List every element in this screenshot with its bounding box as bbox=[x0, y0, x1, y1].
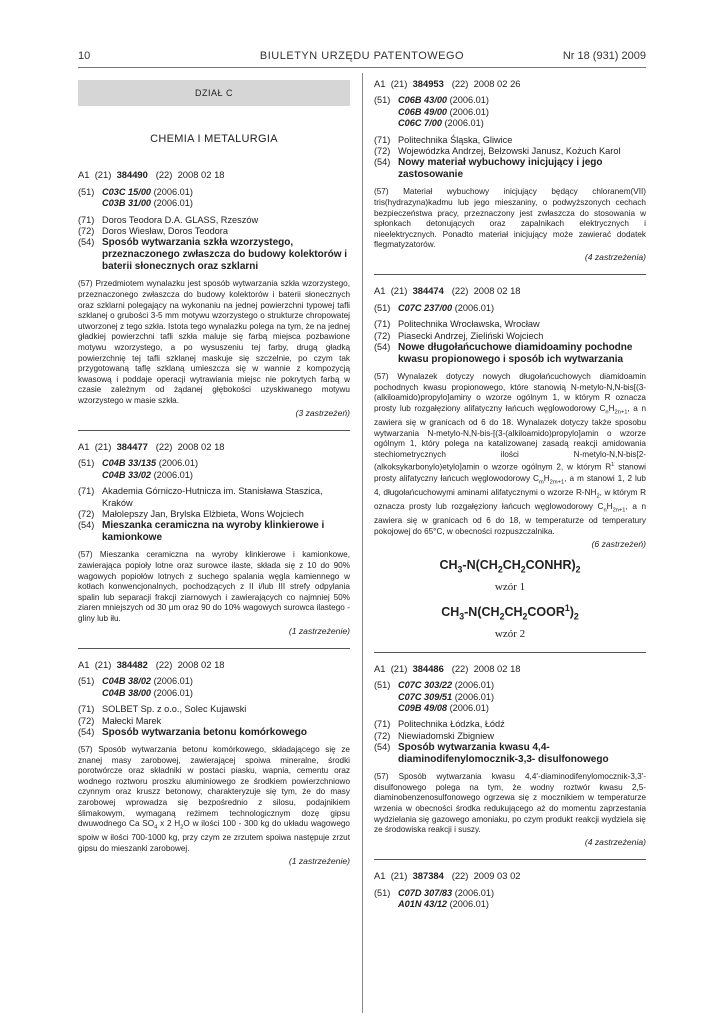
abstract: (57) Sposób wytwarzania kwasu 4,4'-diaminodifenylomocznik-3,3'-disulfonowego polega na tym, że wodny roztwór kwasu 2,5-diaminobenzenosulfonowego ogrzewa się z mocznikiem w temperaturze wrzenia w obecności środka redukującego aż do momentu zaprzestania wydzielania się gazowego amoniaku, po czym produkt reakcji wydziela się ze środowiska reakcji i suszy. bbox=[374, 772, 646, 835]
applicant: (71) Politechnika Śląska, Gliwice bbox=[374, 134, 513, 145]
claims-count: (6 zastrzeżeń) bbox=[591, 538, 646, 549]
invention-title: (54) Sposób wytwarzania szkła wzorzystego, przeznaczonego zwłaszcza do budowy kolektorów i baterii słonecznych oraz szklarni bbox=[78, 237, 348, 273]
column-divider bbox=[362, 73, 363, 1013]
inventors: (72) Piasecki Andrzej, Zieliński Wojciech bbox=[374, 330, 544, 341]
abstract: (57) Wynalazek dotyczy nowych długołańcuchowych diamidoamin pochodnych kwasu propionowego, które stanowią N-metylo-N,N-bis[(3-(alkiloamido)propylo]aminy o wzorze ogólnym 1, w którym R oznacza prosty lub rozgałęziony alifatyczny łańcuch węglowodorowy $C_nH_{2n+1}$, a n zawiera się w granicach od 6 do 18. Wynalazek dotyczy także sposobu wytwarzania N-metylo-N,N-bis-[(3-(alkiloamido)propylo]amin o wzorze ogólnym 1, który polega na katalizowanej zasadą reakcji amidowania stechiometrycznych ilości N-metylo-N,N-bis[2-(alkoksykarbonylo)etylo]amin o wzorze ogólnym 2, w którym $R^1$ stanowi prosty alifatyczny łańcuch węglowodorowy $C_mH_{2m+1}$, a m stanowi 1, 2 lub 4, długołańcuchowymi aminami alifatycznymi o wzorze $R-NH_2$, w którym R oznacza prosty lub rozgałęziony łańcuch węglowodorowy $C_nH_{2n+1}$, a n zawiera się w granicach od 6 do 18, w temperaturze od temperatury pokojowej do 65°C, w obecności rozpuszczalnika. bbox=[374, 372, 647, 537]
invention-title: (54) Mieszanka ceramiczna na wyroby klinkierowe i kamionkowe bbox=[78, 520, 325, 544]
header-rule bbox=[78, 67, 646, 68]
claims-count: (1 zastrzeżenie) bbox=[288, 625, 350, 636]
abstract: (57) Przedmiotem wynalazku jest sposób wytwarzania szkła wzorzystego, przeznaczonego zwłaszcza do budowy kolektorów i baterii słonecznych oraz szklarni polegający na wykonaniu na jednej powierzchni typowej tafli szklanej o grubości 3-5 mm motywu wzorzystego o strukturze chropowatej utworzonej z tego szkła. Istota tego wynalazku polega na tym, że na jednej gładkiej powierzchni tafli szkła maluje się farbą miejsca pozbawione motywu wzorzystego, a po wysuszeniu tej farby, drugą gładką powierzchnię tej tafli szklanej maskuje się szczelnie, po czym tak przygotowaną taflę szklaną umieszcza się w wannie z kompozycją kwasową i poddaje operacji wytrawiania miejsc nie pokrytych farbą w czasie zależnym od żądanej głębokości uzyskiwanego motywu wzorzystego w masie szkła. bbox=[78, 279, 351, 405]
entry-separator bbox=[374, 274, 646, 275]
patent-entry bbox=[374, 663, 646, 848]
applicant: (71) Akademia Górniczo-Hutnicza im. Stanisława Staszica, Kraków bbox=[78, 486, 323, 508]
formula-1-label: wzór 1 bbox=[494, 580, 526, 593]
formula-1: $CH_3-N(CH_2CH_2CONHR)_2$ bbox=[439, 558, 581, 575]
formula-2: $CH_3-N(CH_2CH_2COOR^1)_2$ bbox=[441, 603, 579, 623]
section-title: CHEMIA I METALURGIA bbox=[150, 133, 278, 145]
invention-title: (54) Nowe długołańcuchowe diamidoaminy pochodne kwasu propionowego i sposób ich wytwarzania bbox=[374, 342, 633, 366]
patent-entry bbox=[374, 870, 646, 910]
classification: (51) C03C 15/00 (2006.01) C03B 31/00 (2006.01) bbox=[78, 186, 193, 209]
entry-separator bbox=[374, 652, 646, 653]
inventors: (72) Niewiadomski Zbigniew bbox=[374, 730, 494, 741]
applicant: (71) Politechnika Łódzka, Łódź bbox=[374, 719, 505, 730]
abstract: (57) Sposób wytwarzania betonu komórkowego, składającego się ze znanej masy zarobowej, zawierającej spoiwa mineralne, środki porotwórcze oraz składniki w postaci piasku, wapnia, cementu oraz wodnego roztworu proszku aluminiowego ze środkiem powierzchniowo czynnym oraz kruszz betonowy, charakteryzuje się tym, że do masy zarobowej wprowadza się bezpośrednio z silosu, podajnikiem ślimakowym, wymaganą reżimem technologicznym dozę gipsu dwuwodnego Ca $SO_4$ x 2 $H_2O$ w ilości 100 - 300 kg do układu wagowego spoiw w ilości 700-1000 kg, przy czym ze zrzutem spoiwa następuje zrzut gipsu do mieszanki zarobowej. bbox=[78, 745, 350, 853]
classification: (51) C07C 237/00 (2006.01) bbox=[374, 302, 495, 313]
classification: (51) C04B 33/135 (2006.01) C04B 33/02 (2006.01) bbox=[78, 458, 199, 480]
patent-entry bbox=[374, 78, 646, 263]
applicant: (71) Politechnika Wrocławska, Wrocław bbox=[374, 319, 540, 330]
entry-separator bbox=[374, 859, 646, 860]
claims-count: (4 zastrzeżenia) bbox=[584, 252, 646, 262]
invention-title: (54) Sposób wytwarzania kwasu 4,4-diaminodifenylomocznik-3,3- disulfonowego bbox=[374, 742, 609, 766]
classification: (51) C06B 43/00 (2006.01) C06B 49/00 (2006.01) C06C 7/00 (2006.01) bbox=[374, 95, 489, 129]
invention-title: (54) Nowy materiał wybuchowy inicjujący i jego zastosowanie bbox=[374, 157, 603, 181]
classification: (51) C04B 38/02 (2006.01) C04B 38/00 (2006.01) bbox=[78, 676, 193, 698]
inventors: (72) Małolepszy Jan, Brylska Elżbieta, Wons Wojciech bbox=[78, 509, 304, 519]
inventors: (72) Wojewódzka Andrzej, Bełzowski Janusz, Kożuch Karol bbox=[374, 146, 621, 157]
entry-meta: A1 (21) 384486 (22) 2008 02 18 bbox=[374, 662, 521, 674]
entry-meta: A1 (21) 384490 (22) 2008 02 18 bbox=[78, 169, 225, 181]
claims-count: (3 zastrzeżeń) bbox=[295, 407, 350, 418]
patent-entry bbox=[78, 659, 350, 867]
entry-separator bbox=[78, 430, 350, 431]
abstract: (57) Materiał wybuchowy inicjujący będący chloranem(VII) tris(hydrazyna)kadmu lub jego mieszaniny, o podwyższonych cechach bezpieczeństwa pracy, przeznaczony jest zwłaszcza do stosowania w spłonkach detonujących oraz zapalnikach elektrycznych i nieelektrycznych. Ponadto materiał inicjujący może zawierać dodatek flegmatyzatorów. bbox=[374, 187, 646, 250]
patent-entry bbox=[374, 285, 646, 640]
entry-meta: A1 (21) 387384 (22) 2009 03 02 bbox=[374, 870, 521, 882]
patent-entry bbox=[78, 441, 350, 637]
section-banner: DZIAŁ C bbox=[78, 80, 350, 106]
entry-meta: A1 (21) 384477 (22) 2008 02 18 bbox=[78, 440, 225, 452]
bulletin-title: BIULETYN URZĘDU PATENTOWEGO bbox=[259, 50, 465, 62]
classification: (51) C07C 303/22 (2006.01) C07C 309/51 (2006.01) C09B 49/08 (2006.01) bbox=[374, 680, 495, 714]
right-column bbox=[374, 78, 646, 910]
entry-meta: A1 (21) 384953 (22) 2008 02 26 bbox=[374, 78, 521, 89]
issue-number: Nr 18 (931) 2009 bbox=[562, 50, 646, 62]
invention-title: (54) Sposób wytwarzania betonu komórkowego bbox=[78, 727, 308, 738]
applicant: (71) SOLBET Sp. z o.o., Solec Kujawski bbox=[78, 704, 247, 715]
formula-2-label: wzór 2 bbox=[494, 628, 526, 641]
entry-separator bbox=[78, 648, 350, 649]
classification: (51) C07D 307/83 (2006.01) A01N 43/12 (2006.01) bbox=[374, 887, 495, 910]
claims-count: (4 zastrzeżenia) bbox=[584, 836, 646, 847]
inventors: (72) Małecki Marek bbox=[78, 715, 162, 726]
page-number: 10 bbox=[78, 50, 91, 62]
entry-meta: A1 (21) 384474 (22) 2008 02 18 bbox=[374, 285, 521, 297]
patent-entry bbox=[78, 169, 350, 419]
entry-meta: A1 (21) 384482 (22) 2008 02 18 bbox=[78, 658, 225, 670]
applicant: (71) Doros Teodora D.A. GLASS, Rzeszów bbox=[78, 214, 259, 225]
abstract: (57) Mieszanka ceramiczna na wyroby klinkierowe i kamionkowe, zawierająca popioły lotne oraz surowce ilaste, składa się z 10 do 90% wagowych popiołów lotnych z suchego spalania węgla kamiennego w kotłach konwencjonalnych, pochodzących z II i/lub III strefy odpylania spalin lub separacji frakcji ziarnowych i zawierających co najmniej 50% ziaren mniejszych od 30 μm oraz 90 do 10% wagowych surowca ilastego - gliny lub iłu. bbox=[78, 550, 350, 623]
left-column bbox=[78, 78, 350, 867]
inventors: (72) Doros Wiesław, Doros Teodora bbox=[78, 226, 228, 237]
claims-count: (1 zastrzeżenie) bbox=[288, 855, 350, 866]
